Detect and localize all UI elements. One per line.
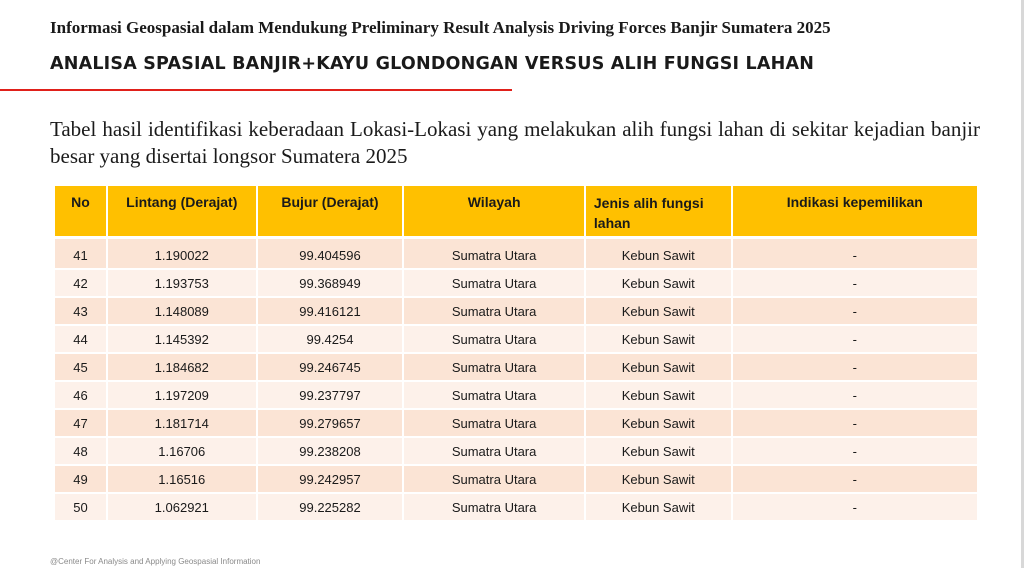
column-header-ownership: Indikasi kepemilikan: [733, 186, 977, 236]
section-title: ANALISA SPASIAL BANJIR+KAYU GLONDONGAN VERSUS ALIH FUNGSI LAHAN: [50, 54, 815, 74]
column-header-conversion-type: Jenis alih fungsi lahan: [586, 186, 731, 236]
table-row: [55, 324, 977, 352]
cell-conversion-type: Kebun Sawit: [586, 236, 731, 268]
cell-region: Sumatra Utara: [404, 296, 584, 324]
cell-conversion-type: Kebun Sawit: [586, 492, 731, 520]
table-row: [55, 236, 977, 268]
cell-ownership: -: [733, 352, 977, 380]
cell-longitude: 99.242957: [258, 464, 403, 492]
cell-ownership: -: [733, 236, 977, 268]
cell-region: Sumatra Utara: [404, 324, 584, 352]
table-row: [55, 296, 977, 324]
cell-ownership: -: [733, 268, 977, 296]
column-header-region: Wilayah: [404, 186, 584, 236]
cell-region: Sumatra Utara: [404, 492, 584, 520]
table-header-row: [55, 186, 977, 236]
cell-region: Sumatra Utara: [404, 464, 584, 492]
cell-no: 48: [55, 436, 106, 464]
table-row: [55, 380, 977, 408]
table-row: [55, 408, 977, 436]
cell-conversion-type: Kebun Sawit: [586, 464, 731, 492]
cell-longitude: 99.404596: [258, 236, 403, 268]
column-header-longitude: Bujur (Derajat): [258, 186, 403, 236]
cell-ownership: -: [733, 436, 977, 464]
cell-latitude: 1.16706: [108, 436, 256, 464]
accent-divider: [0, 89, 512, 91]
cell-no: 43: [55, 296, 106, 324]
cell-no: 46: [55, 380, 106, 408]
cell-ownership: -: [733, 464, 977, 492]
cell-longitude: 99.238208: [258, 436, 403, 464]
cell-ownership: -: [733, 408, 977, 436]
column-header-no: No: [55, 186, 106, 236]
cell-conversion-type: Kebun Sawit: [586, 380, 731, 408]
table-row: [55, 492, 977, 520]
cell-latitude: 1.181714: [108, 408, 256, 436]
cell-longitude: 99.225282: [258, 492, 403, 520]
cell-no: 47: [55, 408, 106, 436]
cell-conversion-type: Kebun Sawit: [586, 408, 731, 436]
cell-region: Sumatra Utara: [404, 268, 584, 296]
cell-longitude: 99.246745: [258, 352, 403, 380]
table-row: [55, 268, 977, 296]
cell-latitude: 1.148089: [108, 296, 256, 324]
cell-longitude: 99.368949: [258, 268, 403, 296]
cell-region: Sumatra Utara: [404, 352, 584, 380]
cell-conversion-type: Kebun Sawit: [586, 352, 731, 380]
cell-region: Sumatra Utara: [404, 436, 584, 464]
cell-no: 44: [55, 324, 106, 352]
cell-longitude: 99.279657: [258, 408, 403, 436]
cell-conversion-type: Kebun Sawit: [586, 324, 731, 352]
document-title: Informasi Geospasial dalam Mendukung Preliminary Result Analysis Driving Forces Banjir Sumatera 2025: [50, 18, 831, 37]
table-row: [55, 352, 977, 380]
cell-region: Sumatra Utara: [404, 408, 584, 436]
cell-latitude: 1.184682: [108, 352, 256, 380]
cell-conversion-type: Kebun Sawit: [586, 268, 731, 296]
column-header-latitude: Lintang (Derajat): [108, 186, 256, 236]
cell-no: 50: [55, 492, 106, 520]
table-row: [55, 436, 977, 464]
cell-ownership: -: [733, 492, 977, 520]
cell-conversion-type: Kebun Sawit: [586, 436, 731, 464]
cell-region: Sumatra Utara: [404, 236, 584, 268]
table-description: Tabel hasil identifikasi keberadaan Lokasi-Lokasi yang melakukan alih fungsi lahan di sekitar kejadian banjir besar yang disertai longsor Sumatera 2025: [50, 117, 980, 168]
cell-longitude: 99.416121: [258, 296, 403, 324]
cell-longitude: 99.4254: [258, 324, 403, 352]
cell-ownership: -: [733, 324, 977, 352]
land-conversion-table: [53, 186, 979, 520]
cell-ownership: -: [733, 380, 977, 408]
table-body: [55, 236, 977, 520]
cell-region: Sumatra Utara: [404, 380, 584, 408]
cell-latitude: 1.190022: [108, 236, 256, 268]
cell-no: 45: [55, 352, 106, 380]
cell-no: 41: [55, 236, 106, 268]
cell-ownership: -: [733, 296, 977, 324]
table-row: [55, 464, 977, 492]
cell-latitude: 1.193753: [108, 268, 256, 296]
cell-no: 49: [55, 464, 106, 492]
cell-latitude: 1.16516: [108, 464, 256, 492]
footer-credit: @Center For Analysis and Applying Geospasial Information: [50, 557, 261, 566]
cell-latitude: 1.197209: [108, 380, 256, 408]
cell-conversion-type: Kebun Sawit: [586, 296, 731, 324]
cell-longitude: 99.237797: [258, 380, 403, 408]
cell-latitude: 1.062921: [108, 492, 256, 520]
cell-latitude: 1.145392: [108, 324, 256, 352]
cell-no: 42: [55, 268, 106, 296]
